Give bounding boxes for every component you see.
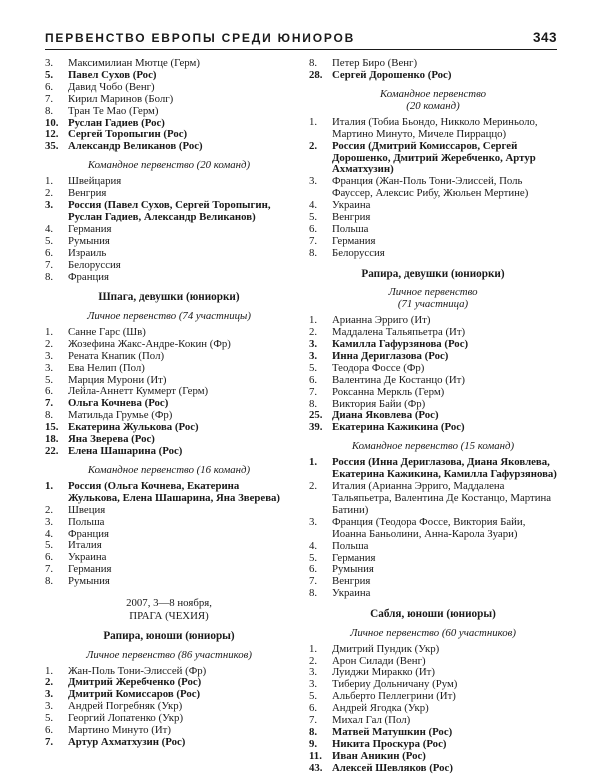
entry-rank: 1. xyxy=(45,175,54,188)
entry-rank: 8. xyxy=(309,246,318,259)
entry-name: Венгрия xyxy=(332,575,371,588)
event-subheading xyxy=(309,440,557,452)
entry-rank: 8. xyxy=(309,57,318,69)
entry-name: Россия (Инна Дериглазова, Диана Яковлева, Екатерина Кажикина, Камилла Гафурзянова) xyxy=(332,456,557,481)
heading-line: Командное первенство (16 команд) xyxy=(87,463,251,476)
heading-line: Личное первенство (74 участницы) xyxy=(87,309,251,322)
entry-name: Италия (Арианна Эрриго, Маддалена Тальяпьетра, Валентина Де Костанцо, Мартина Батини) xyxy=(332,480,552,516)
entry-rank: 8. xyxy=(45,575,54,588)
entry-rank: 6. xyxy=(45,724,54,737)
result-list xyxy=(45,58,293,153)
entry-name: Дмитрий Комиссаров (Рос) xyxy=(68,688,201,701)
entry-rank: 8. xyxy=(309,397,318,410)
entry-name: Мартино Минуто (Ит) xyxy=(68,724,171,737)
entry-rank: 6. xyxy=(45,385,54,398)
entry-rank: 3. xyxy=(45,349,54,362)
entry-name: Камилла Гафурзянова (Рос) xyxy=(332,338,469,350)
entry-rank: 28. xyxy=(309,68,323,81)
entry-rank: 7. xyxy=(309,385,318,398)
entry-name: Жозефина Жакс-Андре-Кокин (Фр) xyxy=(68,337,231,350)
entry-rank: 3. xyxy=(309,515,318,528)
entry-name: Елена Шашарина (Рос) xyxy=(68,444,183,457)
result-entry xyxy=(45,200,293,224)
entry-name: Иван Аникин (Рос) xyxy=(332,749,426,762)
entry-rank: 1. xyxy=(309,314,318,327)
entry-rank: 6. xyxy=(309,373,318,386)
event-subheading xyxy=(309,286,557,310)
result-entry xyxy=(309,248,557,260)
entry-name: Ольга Кочнева (Рос) xyxy=(68,397,169,410)
entry-rank: 2. xyxy=(309,139,318,152)
entry-rank: 7. xyxy=(309,714,318,727)
entry-rank: 4. xyxy=(309,199,318,212)
result-entry xyxy=(309,481,557,517)
entry-name: Петер Биро (Венг) xyxy=(332,57,418,69)
entry-name: Матвей Матушкин (Рос) xyxy=(332,725,453,738)
entry-rank: 2. xyxy=(309,326,318,339)
entry-name: Алексей Шевляков (Рос) xyxy=(332,761,453,774)
entry-rank: 7. xyxy=(309,234,318,247)
entry-rank: 6. xyxy=(45,551,54,564)
result-entry xyxy=(309,70,557,82)
entry-name: Швейцария xyxy=(68,175,122,188)
entry-rank: 15. xyxy=(45,421,59,434)
heading-line: Командное первенство (20 команд) xyxy=(87,159,251,172)
event-subheading xyxy=(45,649,293,661)
page-number: 343 xyxy=(532,30,557,45)
left-column xyxy=(45,58,293,775)
entry-name: Виктория Байи (Фр) xyxy=(332,397,426,410)
entry-rank: 1. xyxy=(45,664,54,677)
entry-name: Украина xyxy=(68,551,107,564)
entry-rank: 6. xyxy=(309,563,318,576)
result-entry xyxy=(45,141,293,153)
entry-name: Матильда Грумье (Фр) xyxy=(68,409,173,422)
entry-rank: 3. xyxy=(45,57,54,69)
entry-name: Максимилиан Мютце (Герм) xyxy=(68,57,200,69)
entry-rank: 10. xyxy=(45,116,59,129)
entry-name: Диана Яковлева (Рос) xyxy=(332,409,439,422)
entry-name: Роксанна Меркль (Герм) xyxy=(332,385,445,398)
entry-rank: 5. xyxy=(45,712,54,725)
result-entry xyxy=(309,422,557,434)
heading-line: Сабля, юноши (юниоры) xyxy=(370,608,496,621)
result-entry xyxy=(309,588,557,600)
entry-rank: 2. xyxy=(45,337,54,350)
entry-rank: 35. xyxy=(45,140,59,153)
entry-name: Швеция xyxy=(68,503,106,516)
entry-name: Арон Силади (Венг) xyxy=(332,654,426,667)
entry-rank: 7. xyxy=(309,575,318,588)
result-list xyxy=(45,666,293,749)
event-subheading xyxy=(45,310,293,322)
entry-rank: 4. xyxy=(309,539,318,552)
entry-name: Теодора Фоссе (Фр) xyxy=(332,361,425,374)
entry-rank: 5. xyxy=(309,211,318,224)
entry-name: Екатерина Жулькова (Рос) xyxy=(68,421,199,434)
event-subheading xyxy=(45,464,293,476)
entry-rank: 3. xyxy=(45,688,54,701)
entry-rank: 11. xyxy=(309,749,322,762)
result-list xyxy=(309,58,557,82)
heading-line: 2007, 3—8 ноября, xyxy=(126,597,212,610)
entry-name: Андрей Ягодка (Укр) xyxy=(332,702,429,715)
entry-rank: 1. xyxy=(45,325,54,338)
entry-rank: 6. xyxy=(309,222,318,235)
entry-rank: 7. xyxy=(45,92,54,105)
entry-rank: 5. xyxy=(309,690,318,703)
entry-name: Санне Гарс (Шв) xyxy=(68,325,146,338)
entry-name: Израиль xyxy=(68,246,107,259)
entry-name: Валентина Де Костанцо (Ит) xyxy=(332,373,465,386)
entry-rank: 5. xyxy=(45,68,54,81)
entry-rank: 5. xyxy=(45,373,54,386)
result-entry xyxy=(309,517,557,541)
entry-name: Венгрия xyxy=(332,211,371,224)
weapon-heading xyxy=(45,630,293,643)
entry-name: Рената Кнапик (Пол) xyxy=(68,349,165,362)
entry-rank: 5. xyxy=(45,234,54,247)
entry-rank: 2. xyxy=(309,654,318,667)
entry-rank: 6. xyxy=(309,702,318,715)
entry-rank: 1. xyxy=(45,479,54,492)
heading-line: Командное первенство (15 команд) xyxy=(351,440,515,453)
entry-rank: 7. xyxy=(45,563,54,576)
entry-name: Дмитрий Жеребченко (Рос) xyxy=(68,676,202,689)
entry-name: Сергей Дорошенко (Рос) xyxy=(332,68,452,81)
entry-rank: 39. xyxy=(309,421,323,434)
heading-line: Рапира, юноши (юниоры) xyxy=(103,630,235,643)
entry-rank: 12. xyxy=(45,128,59,141)
entry-name: Румыния xyxy=(332,563,374,576)
entry-name: Альберто Пеллегрини (Ит) xyxy=(332,690,456,703)
entry-rank: 6. xyxy=(45,80,54,93)
result-list xyxy=(309,644,557,775)
entry-rank: 9. xyxy=(309,737,318,750)
entry-rank: 5. xyxy=(309,551,318,564)
heading-line: (71 участница) xyxy=(397,298,469,311)
result-entry xyxy=(309,457,557,481)
entry-name: Сергей Торопыгин (Рос) xyxy=(68,128,188,141)
entry-name: Кирил Маринов (Болг) xyxy=(68,92,174,105)
result-entry xyxy=(45,481,293,505)
event-subheading xyxy=(309,88,557,112)
entry-rank: 3. xyxy=(45,361,54,374)
entry-name: Дмитрий Пундик (Укр) xyxy=(332,642,440,655)
entry-name: Павел Сухов (Рос) xyxy=(68,68,157,81)
entry-rank: 3. xyxy=(45,199,54,212)
entry-name: Тран Те Мао (Герм) xyxy=(68,104,159,117)
heading-line: Командное первенство xyxy=(379,87,487,100)
entry-rank: 6. xyxy=(45,246,54,259)
entry-name: Марция Мурони (Ит) xyxy=(68,373,167,386)
entry-name: Венгрия xyxy=(68,187,107,200)
entry-rank: 4. xyxy=(45,527,54,540)
entry-name: Инна Дериглазова (Рос) xyxy=(332,349,449,362)
entry-rank: 1. xyxy=(309,642,318,655)
entry-name: Жан-Поль Тони-Элиссей (Фр) xyxy=(68,664,207,677)
result-entry xyxy=(45,446,293,458)
event-subheading xyxy=(309,627,557,639)
entry-name: Румыния xyxy=(68,575,110,588)
event-subheading xyxy=(45,159,293,171)
entry-rank: 2. xyxy=(309,480,318,493)
entry-name: Белоруссия xyxy=(68,258,121,271)
result-entry xyxy=(309,176,557,200)
result-entry xyxy=(309,763,557,775)
heading-line: Личное первенство xyxy=(388,286,478,299)
entry-name: Луиджи Миракко (Ит) xyxy=(332,666,435,679)
entry-rank: 43. xyxy=(309,761,323,774)
entry-name: Россия (Павел Сухов, Сергей Торопыгин, Руслан Гадиев, Александр Великанов) xyxy=(68,199,271,223)
entry-rank: 8. xyxy=(309,587,318,600)
entry-rank: 3. xyxy=(45,700,54,713)
result-entry xyxy=(45,272,293,284)
result-list xyxy=(45,176,293,283)
running-title: ПЕРВЕНСТВО ЕВРОПЫ СРЕДИ ЮНИОРОВ xyxy=(45,31,356,45)
entry-name: Руслан Гадиев (Рос) xyxy=(68,116,165,129)
entry-name: Яна Зверева (Рос) xyxy=(68,433,155,446)
entry-name: Франция xyxy=(68,527,110,540)
heading-line: ПРАГА (ЧЕХИЯ) xyxy=(129,609,209,622)
entry-name: Маддалена Тальяпьетра (Ит) xyxy=(332,326,466,339)
entry-name: Румыния xyxy=(68,234,110,247)
entry-name: Россия (Ольга Кочнева, Екатерина Жулькова, Елена Шашарина, Яна Зверева) xyxy=(68,479,281,504)
weapon-heading xyxy=(309,608,557,621)
result-entry xyxy=(45,576,293,588)
header-rule xyxy=(45,49,557,50)
entry-rank: 3. xyxy=(309,349,318,362)
entry-rank: 7. xyxy=(45,735,54,748)
entry-rank: 3. xyxy=(309,175,318,188)
entry-rank: 3. xyxy=(309,666,318,679)
entry-rank: 8. xyxy=(309,725,318,738)
entry-name: Ева Нелип (Пол) xyxy=(68,361,145,374)
result-list xyxy=(309,457,557,600)
entry-name: Георгий Лопатенко (Укр) xyxy=(68,712,184,725)
result-entry xyxy=(45,737,293,749)
page-header xyxy=(45,30,557,45)
entry-name: Германия xyxy=(332,551,376,564)
result-list xyxy=(45,481,293,588)
weapon-heading xyxy=(309,268,557,281)
entry-name: Лейла-Аннетт Куммерт (Герм) xyxy=(68,385,209,398)
entry-name: Польша xyxy=(332,539,369,552)
entry-name: Александр Великанов (Рос) xyxy=(68,140,203,153)
result-list xyxy=(309,117,557,260)
entry-rank: 2. xyxy=(45,187,54,200)
heading-line: Шпага, девушки (юниорки) xyxy=(98,291,240,304)
entry-name: Франция (Теодора Фоссе, Виктория Байи, Иоанна Баньолини, Анна-Карола Зуари) xyxy=(332,515,526,540)
weapon-heading xyxy=(45,291,293,304)
entry-rank: 5. xyxy=(309,361,318,374)
entry-rank: 18. xyxy=(45,433,59,446)
heading-line: Личное первенство (60 участников) xyxy=(350,626,516,639)
entry-rank: 22. xyxy=(45,444,59,457)
entry-name: Италия (Тобиа Бьондо, Никколо Мериньоло, Мартино Минуто, Мичеле Пирраццо) xyxy=(332,115,538,140)
entry-name: Тибериу Дольничану (Рум) xyxy=(332,678,458,691)
entry-name: Андрей Погребняк (Укр) xyxy=(68,700,183,713)
result-entry xyxy=(309,117,557,141)
entry-name: Артур Ахматхузин (Рос) xyxy=(68,735,186,748)
entry-rank: 8. xyxy=(45,409,54,422)
entry-name: Украина xyxy=(332,199,371,212)
entry-name: Польша xyxy=(68,515,105,528)
heading-line: (20 команд) xyxy=(406,99,460,112)
entry-name: Германия xyxy=(332,234,376,247)
entry-name: Италия xyxy=(68,539,102,552)
entry-rank: 25. xyxy=(309,409,323,422)
result-entry xyxy=(309,141,557,177)
entry-name: Давид Чобо (Венг) xyxy=(68,80,155,93)
entry-name: Германия xyxy=(68,563,112,576)
entry-rank: 1. xyxy=(309,456,318,469)
two-column-layout xyxy=(45,58,557,775)
entry-rank: 2. xyxy=(45,676,54,689)
entry-rank: 5. xyxy=(45,539,54,552)
heading-line: Рапира, девушки (юниорки) xyxy=(361,267,505,280)
event-date xyxy=(45,597,293,622)
entry-rank: 4. xyxy=(45,222,54,235)
entry-name: Россия (Дмитрий Комиссаров, Сергей Дорошенко, Дмитрий Жеребченко, Артур Ахматхузин) xyxy=(332,139,536,176)
entry-name: Франция (Жан-Поль Тони-Элиссей, Поль Фауссер, Алексис Рибу, Жюльен Мертине) xyxy=(332,175,529,200)
entry-rank: 7. xyxy=(45,258,54,271)
entry-name: Франция xyxy=(68,270,110,283)
entry-rank: 3. xyxy=(309,678,318,691)
entry-rank: 8. xyxy=(45,104,54,117)
entry-name: Польша xyxy=(332,222,369,235)
result-list xyxy=(45,327,293,458)
entry-rank: 3. xyxy=(309,338,318,350)
entry-name: Никита Проскура (Рос) xyxy=(332,737,447,750)
entry-name: Арианна Эрриго (Ит) xyxy=(332,314,431,327)
entry-name: Германия xyxy=(68,222,112,235)
entry-rank: 1. xyxy=(309,115,318,128)
entry-rank: 8. xyxy=(45,270,54,283)
entry-name: Михал Гал (Пол) xyxy=(332,714,411,727)
entry-rank: 3. xyxy=(45,515,54,528)
entry-rank: 7. xyxy=(45,397,54,410)
entry-name: Екатерина Кажикина (Рос) xyxy=(332,421,465,434)
entry-name: Белоруссия xyxy=(332,246,385,259)
right-column xyxy=(309,58,557,775)
heading-line: Личное первенство (86 участников) xyxy=(86,648,252,661)
entry-rank: 2. xyxy=(45,503,54,516)
entry-name: Украина xyxy=(332,587,371,600)
result-list xyxy=(309,315,557,434)
